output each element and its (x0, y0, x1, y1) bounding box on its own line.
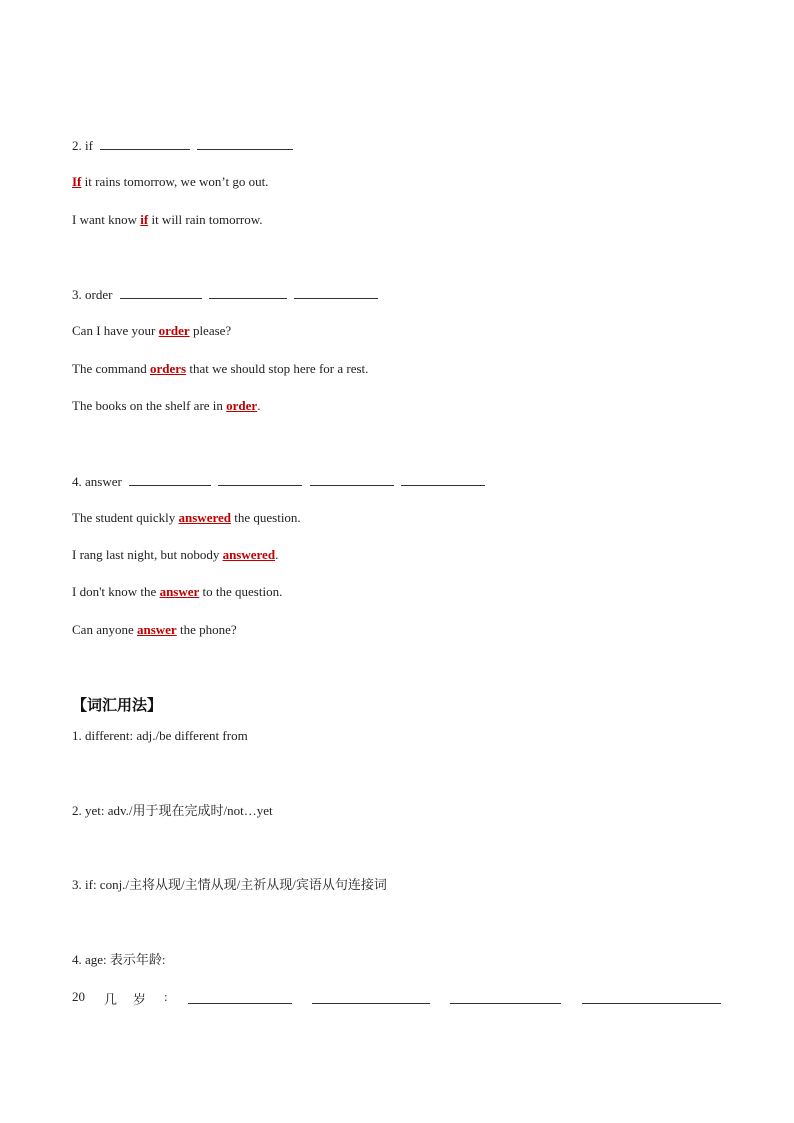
vocab-item: 3. if: conj./主将从现/主情从现/主祈从现/宾语从句连接词 (72, 877, 387, 892)
section-answer-header (72, 473, 489, 490)
vocab-heading: 【词汇用法】 (72, 696, 163, 714)
section-order-title: 3. order (72, 287, 113, 302)
section-if-title: 2. if (72, 138, 93, 153)
keyword: answer (136, 622, 177, 637)
section-answer-title: 4. answer (72, 474, 122, 489)
vocab-item: 4. age: 表示年龄: (72, 952, 166, 967)
keyword: order (226, 398, 258, 413)
age-char: 岁 (133, 992, 147, 1007)
answer-blank[interactable] (582, 991, 721, 1004)
answer-blank[interactable] (197, 137, 293, 150)
section-order-header (72, 286, 382, 303)
example-sentence: The books on the shelf are in order. (72, 398, 261, 413)
keyword: if (140, 212, 149, 227)
keyword: If (72, 174, 82, 189)
vocab-item: 2. yet: adv./用于现在完成时/not…yet (72, 803, 273, 818)
answer-blank[interactable] (294, 286, 378, 299)
keyword: answered (178, 510, 231, 525)
age-number: 20 (72, 989, 85, 1004)
answer-blank[interactable] (129, 473, 211, 486)
answer-blank[interactable] (188, 991, 292, 1004)
age-colon: : (164, 989, 168, 1004)
vocab-item: 1. different: adj./be different from (72, 728, 248, 743)
answer-blank[interactable] (100, 137, 190, 150)
example-sentence: I rang last night, but nobody answered. (72, 547, 279, 562)
age-char: 几 (104, 992, 118, 1007)
answer-blank[interactable] (209, 286, 287, 299)
section-if-header (72, 137, 297, 154)
example-sentence: I want know if it will rain tomorrow. (72, 212, 263, 227)
example-sentence: Can anyone answer the phone? (72, 622, 237, 637)
answer-blank[interactable] (312, 991, 430, 1004)
example-sentence: The student quickly answered the question. (72, 510, 301, 525)
keyword: orders (149, 361, 187, 376)
example-sentence: If it rains tomorrow, we won’t go out. (72, 174, 269, 189)
example-sentence: Can I have your order please? (72, 323, 232, 338)
example-sentence: I don't know the answer to the question. (72, 584, 283, 599)
answer-blank[interactable] (450, 991, 561, 1004)
answer-blank[interactable] (310, 473, 394, 486)
keyword: order (158, 323, 190, 338)
keyword: answer (159, 584, 200, 599)
answer-blank[interactable] (401, 473, 485, 486)
example-sentence: The command orders that we should stop here for a rest. (72, 361, 369, 376)
keyword: answered (222, 547, 276, 562)
answer-blank[interactable] (218, 473, 302, 486)
answer-blank[interactable] (120, 286, 202, 299)
